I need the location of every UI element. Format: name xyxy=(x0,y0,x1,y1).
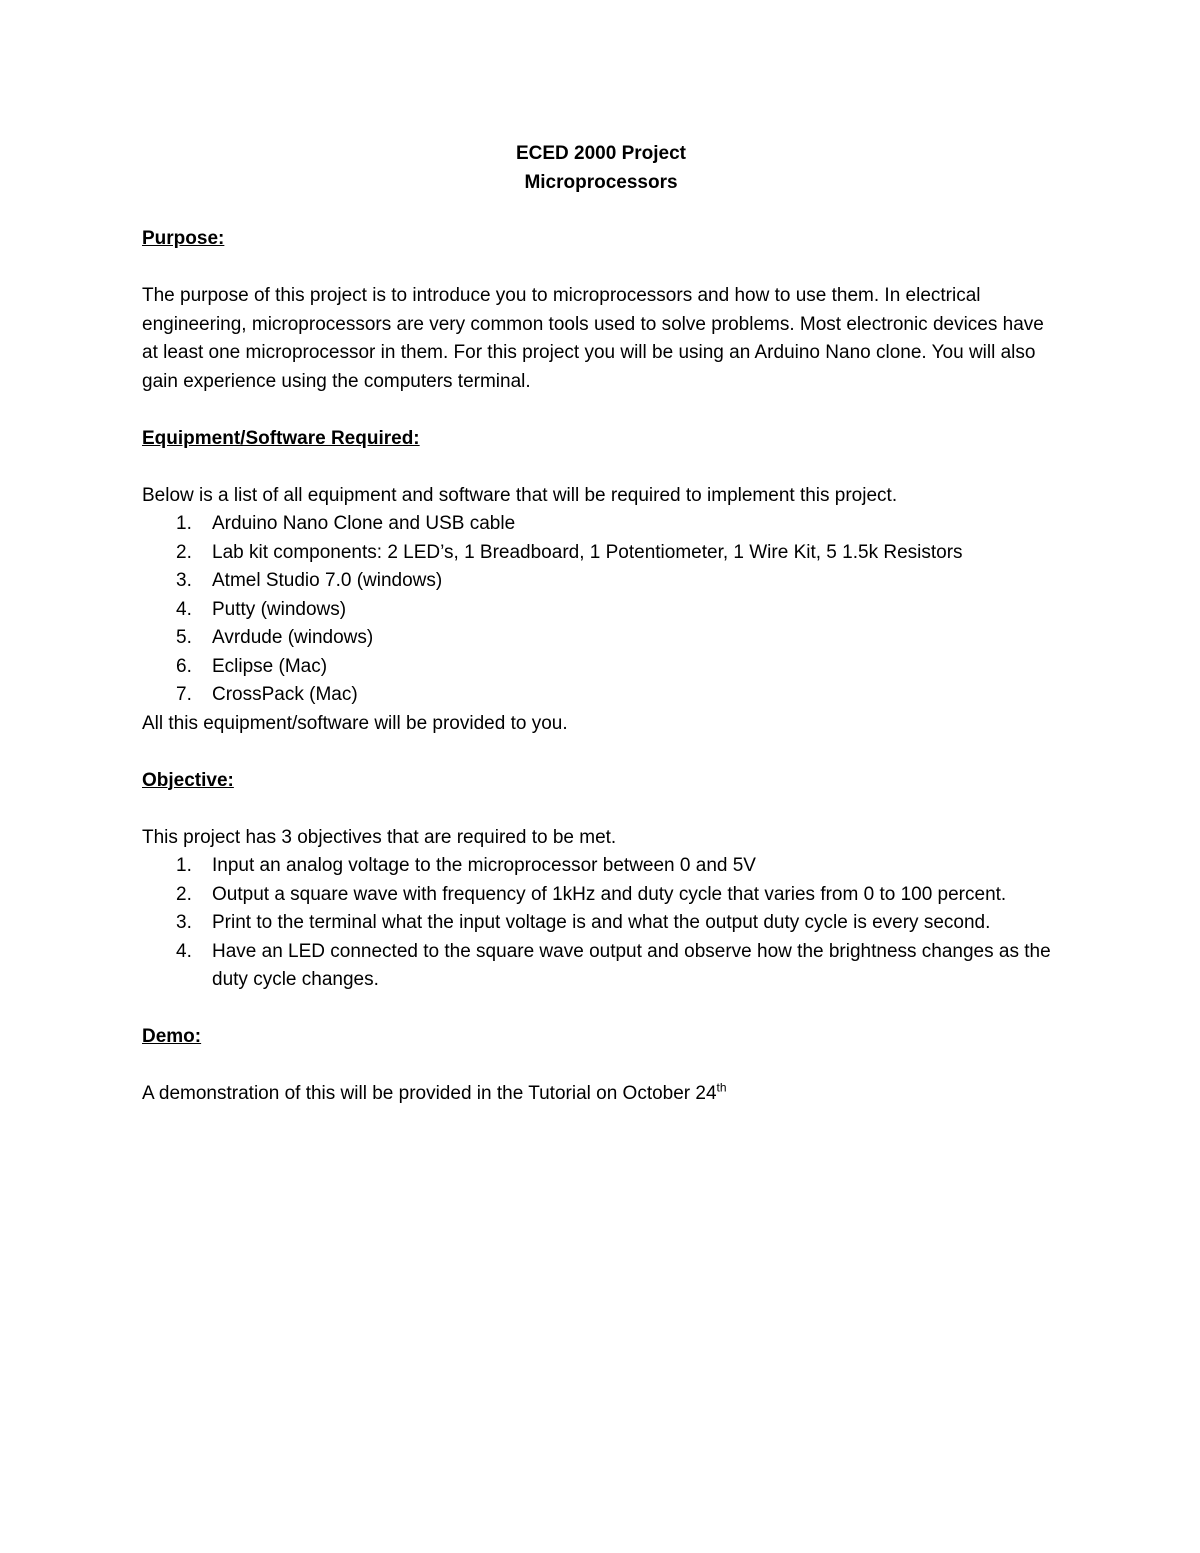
objective-section xyxy=(142,767,1060,995)
list-item-number: 1. xyxy=(176,513,192,534)
list-item-number: 4. xyxy=(176,598,192,620)
list-item-text: Lab kit components: 2 LED’s, 1 Breadboard, 1 Potentiometer, 1 Wire Kit, 5 1.5k Resistors xyxy=(212,541,963,563)
demo-heading: Demo: xyxy=(142,1026,202,1047)
list-item-number: 6. xyxy=(176,655,192,677)
list-item-number: 2. xyxy=(176,541,192,563)
list-item-number: 3. xyxy=(176,912,192,933)
equipment-list xyxy=(142,510,1060,710)
demo-paragraph xyxy=(142,1080,1060,1109)
list-item-text: Eclipse (Mac) xyxy=(212,655,328,677)
list-item-number: 7. xyxy=(176,684,192,705)
demo-superscript: th xyxy=(716,1080,727,1095)
list-item-number: 2. xyxy=(176,883,192,905)
list-item-text: Output a square wave with frequency of 1kHz and duty cycle that varies from 0 to 100 percent. xyxy=(212,883,1007,905)
list-item-text: Putty (windows) xyxy=(212,598,347,620)
list-item xyxy=(142,938,1060,995)
list-item-text: Have an LED connected to the square wave output and observe how the brightness changes as the duty cycle changes. xyxy=(212,940,1051,990)
list-item-number: 3. xyxy=(176,570,192,591)
objective-intro: This project has 3 objectives that are required to be met. xyxy=(142,826,617,848)
list-item-text: Atmel Studio 7.0 (windows) xyxy=(212,570,443,591)
demo-text: A demonstration of this will be provided in the Tutorial on October 24 xyxy=(142,1083,717,1104)
list-item-number: 5. xyxy=(176,627,192,648)
list-item xyxy=(142,852,1060,881)
title-line-course: ECED 2000 Project xyxy=(515,143,687,164)
list-item-text: Print to the terminal what the input voltage is and what the output duty cycle is every second. xyxy=(212,912,991,933)
equipment-heading: Equipment/Software Required: xyxy=(142,427,420,449)
list-item xyxy=(142,881,1060,910)
objective-heading: Objective: xyxy=(142,769,234,791)
list-item-text: Avrdude (windows) xyxy=(212,627,374,648)
list-item-text: Arduino Nano Clone and USB cable xyxy=(212,513,516,534)
document-title xyxy=(142,140,1060,197)
purpose-section xyxy=(142,225,1060,396)
list-item xyxy=(142,539,1060,568)
list-item xyxy=(142,681,1060,710)
equipment-intro: Below is a list of all equipment and software that will be required to implement this project. xyxy=(142,484,898,506)
list-item xyxy=(142,653,1060,682)
list-item xyxy=(142,624,1060,653)
demo-section xyxy=(142,1023,1060,1109)
list-item xyxy=(142,909,1060,938)
equipment-section xyxy=(142,425,1060,739)
list-item xyxy=(142,596,1060,625)
purpose-paragraph: The purpose of this project is to introduce you to microprocessors and how to use them. In electrical engineering, microprocessors are very common tools used to solve problems. Most electronic devices have at least one microprocessor in them. For this project you will be using an Arduino Nano clone. You will also gain experience using the computers terminal. xyxy=(142,285,1044,392)
equipment-outro: All this equipment/software will be provided to you. xyxy=(142,712,568,734)
title-line-subject: Microprocessors xyxy=(524,171,678,193)
list-item-text: CrossPack (Mac) xyxy=(212,684,358,705)
objective-list xyxy=(142,852,1060,995)
list-item-text: Input an analog voltage to the microprocessor between 0 and 5V xyxy=(212,855,756,876)
list-item xyxy=(142,510,1060,539)
purpose-heading: Purpose: xyxy=(142,228,225,249)
list-item-number: 4. xyxy=(176,940,192,962)
list-item-number: 1. xyxy=(176,855,192,876)
list-item xyxy=(142,567,1060,596)
